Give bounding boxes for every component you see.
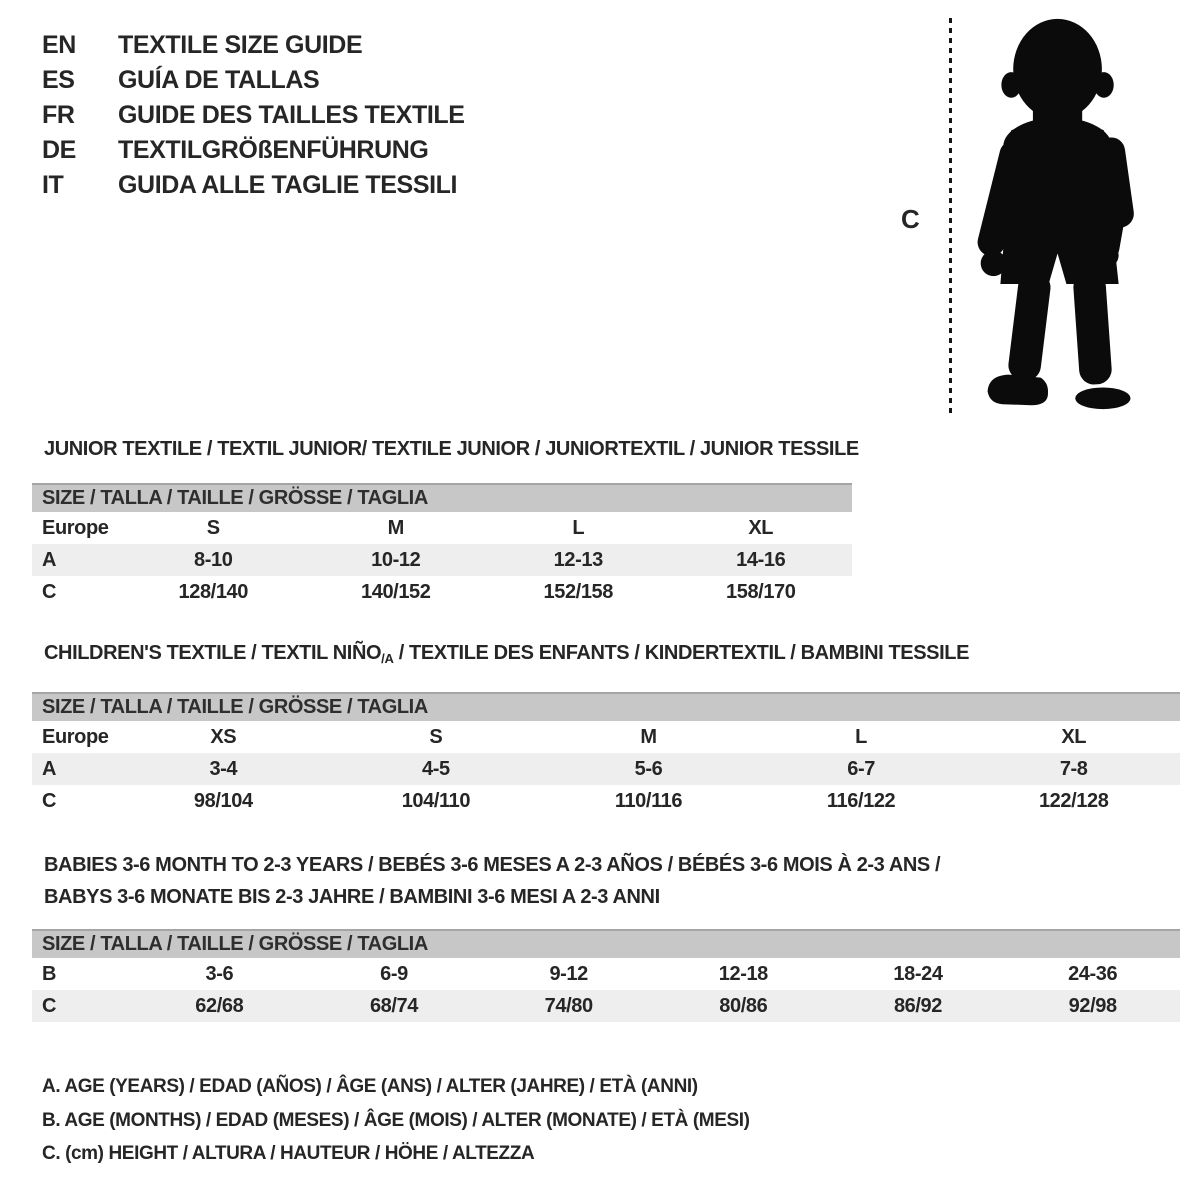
age-cell: 3-6	[205, 963, 234, 985]
guide-title-fr: GUIDE DES TAILLES TEXTILE	[118, 101, 465, 129]
language-row-fr	[42, 98, 465, 133]
legend-note-a: A. AGE (YEARS) / EDAD (AÑOS) / ÂGE (ANS) / ALTER (JAHRE) / ETÀ (ANNI)	[42, 1076, 698, 1097]
height-cell: 158/170	[726, 581, 796, 603]
children-title-pre: CHILDREN'S TEXTILE / TEXTIL NIÑO	[44, 642, 382, 664]
age-cell: 3-4	[209, 758, 238, 780]
height-cell: 122/128	[1038, 790, 1109, 812]
table-row-europe	[32, 721, 1180, 753]
language-row-es	[42, 63, 465, 98]
height-cell: 80/86	[719, 995, 768, 1017]
guide-title-en: TEXTILE SIZE GUIDE	[118, 31, 363, 59]
language-title-list	[42, 28, 465, 203]
legend-notes	[42, 1070, 750, 1171]
age-cell: 7-8	[1059, 758, 1088, 780]
age-cell: 10-12	[371, 549, 421, 571]
age-cell: 12-18	[718, 963, 768, 985]
size-cell: M	[640, 726, 657, 748]
language-code: ES	[42, 66, 75, 94]
babies-title-line1: BABIES 3-6 MONTH TO 2-3 YEARS / BEBÉS 3-6 MESES A 2-3 AÑOS / BÉBÉS 3-6 MOIS À 2-3 ANS /	[44, 854, 941, 876]
table-row-height-cm	[32, 576, 852, 608]
row-label: C	[42, 790, 57, 812]
children-title-sub: /A	[381, 651, 394, 666]
junior-section-title: JUNIOR TEXTILE / TEXTIL JUNIOR/ TEXTILE JUNIOR / JUNIORTEXTIL / JUNIOR TESSILE	[44, 438, 859, 460]
size-cell: M	[387, 517, 404, 539]
height-cell: 86/92	[893, 995, 943, 1017]
junior-size-header: SIZE / TALLA / TAILLE / GRÖSSE / TAGLIA	[32, 483, 852, 512]
age-cell: 8-10	[194, 549, 233, 571]
height-cell: 62/68	[195, 995, 244, 1017]
height-cell: 68/74	[369, 995, 419, 1017]
height-measure-label: C	[901, 204, 920, 234]
row-label: Europe	[42, 517, 109, 539]
language-code: FR	[42, 101, 75, 129]
height-cell: 152/158	[543, 581, 613, 603]
table-row-height-cm	[32, 785, 1180, 817]
language-row-en	[42, 28, 465, 63]
language-code: EN	[42, 31, 76, 59]
children-title-post: / TEXTILE DES ENFANTS / KINDERTEXTIL / BAMBINI TESSILE	[393, 642, 970, 664]
table-row-height-cm	[32, 990, 1180, 1022]
table-row-age-years	[32, 544, 852, 576]
height-cell: 140/152	[361, 581, 431, 603]
table-row-age-years	[32, 753, 1180, 785]
guide-title-es: GUÍA DE TALLAS	[118, 66, 320, 94]
children-size-table	[32, 692, 1180, 817]
guide-title-it: GUIDA ALLE TAGLIE TESSILI	[118, 171, 458, 199]
height-cell: 74/80	[544, 995, 593, 1017]
row-label: C	[42, 995, 57, 1017]
row-label: A	[42, 758, 57, 780]
row-label: C	[42, 581, 57, 603]
size-cell: L	[572, 517, 585, 539]
age-cell: 4-5	[422, 758, 450, 780]
height-cell: 128/140	[178, 581, 248, 603]
height-cell: 92/98	[1068, 995, 1117, 1017]
size-cell: XS	[210, 726, 237, 748]
size-cell: L	[855, 726, 867, 748]
row-label: Europe	[42, 726, 109, 748]
language-code: DE	[42, 136, 76, 164]
table-row-europe	[32, 512, 852, 544]
age-cell: 6-7	[847, 758, 875, 780]
language-code: IT	[42, 171, 64, 199]
table-row-age-months	[32, 958, 1180, 990]
babies-title-line2: BABYS 3-6 MONATE BIS 2-3 JAHRE / BAMBINI 3-6 MESI A 2-3 ANNI	[44, 886, 660, 908]
babies-size-header: SIZE / TALLA / TAILLE / GRÖSSE / TAGLIA	[32, 929, 1180, 958]
size-cell: XL	[1061, 726, 1087, 748]
size-cell: XL	[748, 517, 774, 539]
children-size-header: SIZE / TALLA / TAILLE / GRÖSSE / TAGLIA	[32, 692, 1180, 721]
height-cell: 116/122	[826, 790, 896, 812]
legend-note-c: C. (cm) HEIGHT / ALTURA / HAUTEUR / HÖHE / ALTEZZA	[42, 1143, 535, 1164]
age-cell: 6-9	[380, 963, 408, 985]
babies-size-table	[32, 929, 1180, 1022]
children-section-title	[44, 641, 969, 671]
age-cell: 24-36	[1068, 963, 1118, 985]
language-row-de	[42, 133, 465, 168]
size-cell: S	[206, 517, 220, 539]
height-cell: 110/116	[614, 790, 683, 812]
babies-section-title	[44, 849, 940, 913]
age-cell: 18-24	[893, 963, 943, 985]
junior-size-table	[32, 483, 852, 608]
language-row-it	[42, 168, 465, 203]
height-cell: 104/110	[401, 790, 471, 812]
guide-title-de: TEXTILGRÖßENFÜHRUNG	[118, 136, 429, 164]
height-cell: 98/104	[193, 790, 253, 812]
age-cell: 5-6	[634, 758, 663, 780]
size-cell: S	[429, 726, 443, 748]
baby-silhouette	[958, 14, 1163, 418]
height-measure-dashed-line	[949, 18, 952, 414]
row-label: A	[42, 549, 57, 571]
legend-note-b: B. AGE (MONTHS) / EDAD (MESES) / ÂGE (MOIS) / ALTER (MONATE) / ETÀ (MESI)	[42, 1109, 750, 1131]
age-cell: 12-13	[553, 549, 603, 571]
age-cell: 9-12	[549, 963, 588, 985]
age-cell: 14-16	[736, 549, 786, 571]
row-label: B	[42, 963, 57, 985]
